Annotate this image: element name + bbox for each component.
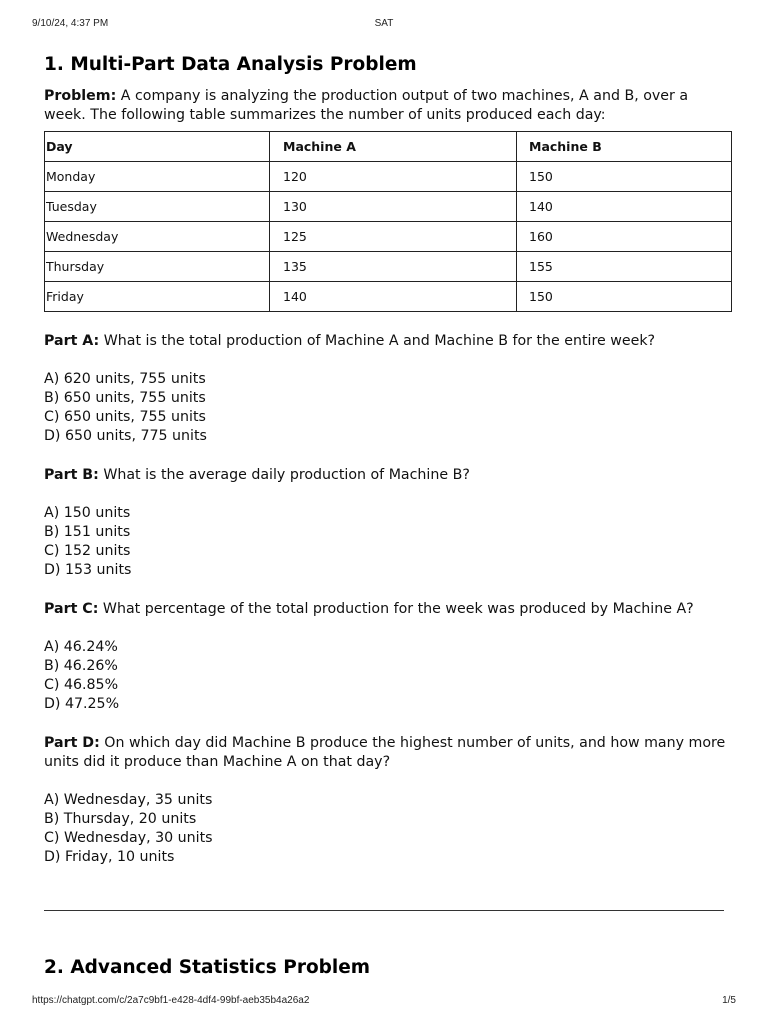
table-cell-machine-a: 125 (270, 222, 517, 252)
production-table (44, 131, 732, 312)
part-a-label: Part A: (44, 333, 100, 349)
table-cell-machine-a: 140 (270, 282, 517, 312)
answer-option: D) 650 units, 775 units (44, 428, 207, 444)
print-header (32, 18, 736, 32)
table-cell-machine-b: 150 (517, 282, 732, 312)
table-cell-machine-a: 130 (270, 192, 517, 222)
print-title: SAT (374, 18, 394, 29)
section-2-title: 2. Advanced Statistics Problem (44, 957, 371, 978)
part-b-label: Part B: (44, 467, 99, 483)
section-1-title: 1. Multi-Part Data Analysis Problem (44, 54, 417, 75)
answer-option: C) 650 units, 755 units (44, 409, 206, 425)
answer-option: B) 151 units (44, 524, 131, 540)
part-c-options (44, 638, 732, 714)
answer-option: A) Wednesday, 35 units (44, 792, 213, 808)
table-cell-machine-b: 160 (517, 222, 732, 252)
document-content (44, 52, 732, 981)
part-b-options (44, 504, 732, 580)
table-header-day: Day (45, 132, 270, 162)
part-d-options (44, 791, 732, 867)
answer-option: A) 150 units (44, 505, 131, 521)
answer-option: C) 46.85% (44, 677, 119, 693)
part-b-text: What is the average daily production of Machine B? (103, 467, 470, 483)
table-row (45, 162, 732, 192)
part-c-label: Part C: (44, 601, 99, 617)
problem-label: Problem: (44, 88, 117, 104)
table-cell-day: Tuesday (45, 192, 270, 222)
part-c-text: What percentage of the total production for the week was produced by Machine A? (102, 601, 694, 617)
part-b-question (44, 466, 732, 485)
answer-option: A) 46.24% (44, 639, 118, 655)
part-d-label: Part D: (44, 735, 100, 751)
answer-option: B) 650 units, 755 units (44, 390, 206, 406)
problem-text: A company is analyzing the production output of two machines, A and B, over a week. The following table summarizes the number of units produced each day: (44, 88, 689, 123)
table-cell-day: Wednesday (45, 222, 270, 252)
problem-statement (44, 87, 732, 125)
answer-option: D) Friday, 10 units (44, 849, 175, 865)
table-cell-day: Friday (45, 282, 270, 312)
answer-option: A) 620 units, 755 units (44, 371, 206, 387)
print-footer (32, 995, 736, 1009)
answer-option: C) 152 units (44, 543, 131, 559)
answer-option: D) 153 units (44, 562, 132, 578)
answer-option: B) Thursday, 20 units (44, 811, 197, 827)
table-header-machine-a: Machine A (270, 132, 517, 162)
answer-option: B) 46.26% (44, 658, 118, 674)
table-header-row (45, 132, 732, 162)
part-a-text: What is the total production of Machine A and Machine B for the entire week? (103, 333, 656, 349)
answer-option: D) 47.25% (44, 696, 120, 712)
table-cell-machine-a: 135 (270, 252, 517, 282)
table-row (45, 282, 732, 312)
part-a-question (44, 332, 732, 351)
section-divider (44, 910, 724, 911)
answer-option: C) Wednesday, 30 units (44, 830, 213, 846)
part-a-options (44, 370, 732, 446)
table-row (45, 252, 732, 282)
table-row (45, 192, 732, 222)
print-url: https://chatgpt.com/c/2a7c9bf1-e428-4df4-99bf-aeb35b4a26a2 (32, 995, 310, 1006)
table-cell-day: Monday (45, 162, 270, 192)
part-d-question (44, 734, 732, 772)
table-cell-machine-b: 155 (517, 252, 732, 282)
page-number: 1/5 (722, 995, 736, 1006)
part-d-text: On which day did Machine B produce the highest number of units, and how many more units did it produce than Machine A on that day? (44, 735, 726, 770)
table-row (45, 222, 732, 252)
table-header-machine-b: Machine B (517, 132, 732, 162)
table-cell-machine-a: 120 (270, 162, 517, 192)
print-date: 9/10/24, 4:37 PM (32, 18, 109, 29)
table-cell-machine-b: 150 (517, 162, 732, 192)
table-cell-machine-b: 140 (517, 192, 732, 222)
table-cell-day: Thursday (45, 252, 270, 282)
part-c-question (44, 600, 732, 619)
